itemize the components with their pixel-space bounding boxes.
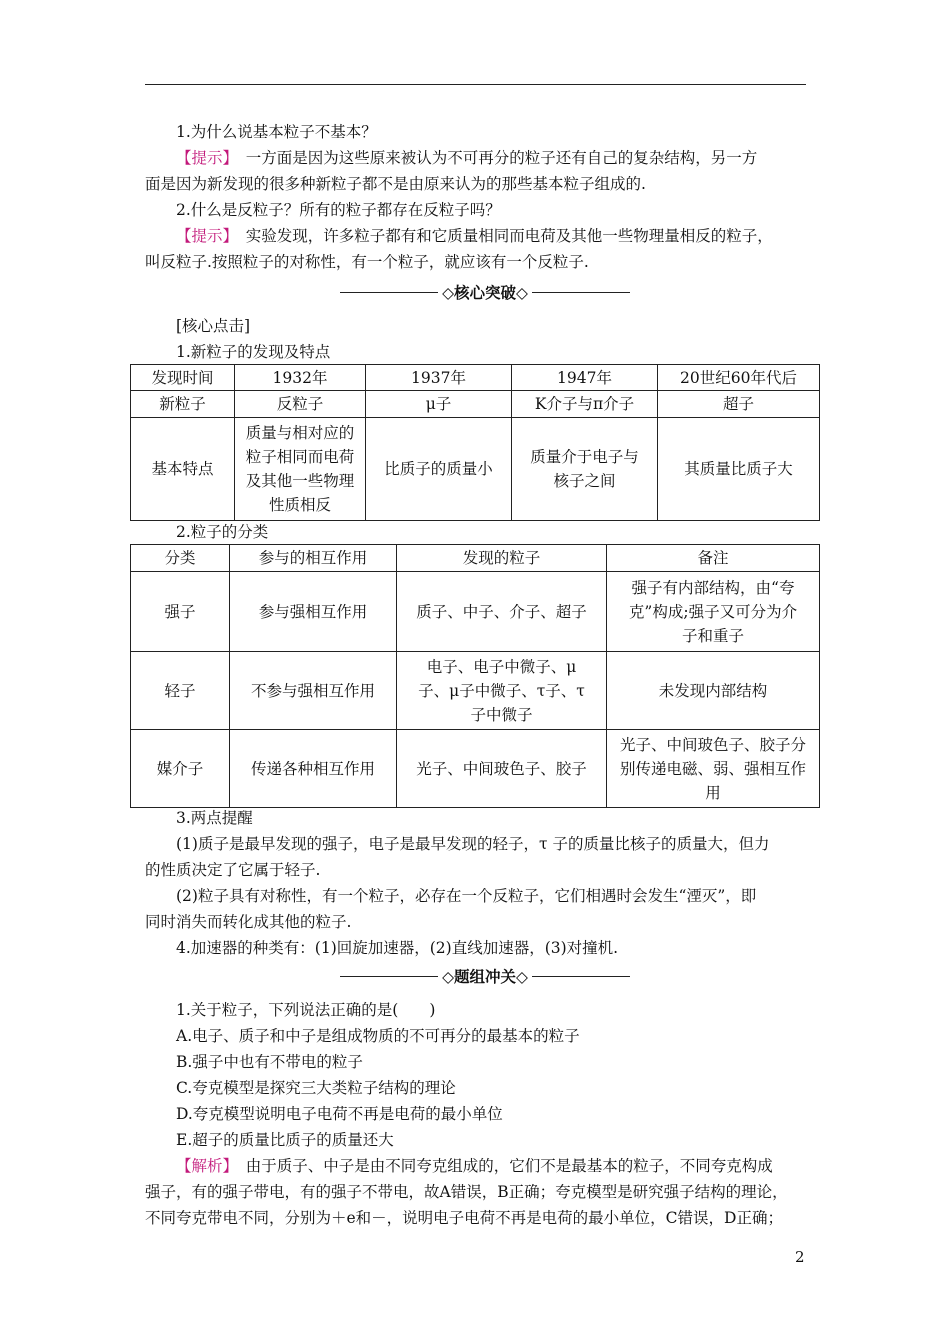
section-heading-exercises: ◇题组冲关◇ bbox=[340, 964, 630, 988]
table-row: 轻子 不参与强相互作用 电子、电子中微子、μ 子、μ子中微子、τ子、τ 子中微子 未发现内部结构 bbox=[131, 652, 820, 730]
reminders-title: 3.两点提醒 bbox=[176, 809, 253, 827]
reminder-1-line-2: 的性质决定了它属于轻子. bbox=[145, 861, 321, 879]
reminder-2-line-2: 同时消失而转化成其他的粒子. bbox=[145, 913, 352, 931]
answer-2-line-1: 【提示】 实验发现，许多粒子都有和它质量相同而电荷及其他一些物理量相反的粒子， bbox=[176, 227, 773, 245]
table-2-title: 2.粒子的分类 bbox=[176, 523, 269, 541]
option-b: B.强子中也有不带电的粒子 bbox=[176, 1053, 363, 1071]
accelerator-types: 4.加速器的种类有：(1)回旋加速器，(2)直线加速器，(3)对撞机. bbox=[176, 939, 619, 957]
analysis-label: 【解析】 bbox=[176, 1157, 231, 1175]
table-1-title: 1.新粒子的发现及特点 bbox=[176, 343, 331, 361]
table-row: 发现时间 1932年 1937年 1947年 20世纪60年代后 bbox=[131, 365, 820, 391]
table-row: 分类 参与的相互作用 发现的粒子 备注 bbox=[131, 545, 820, 572]
option-e: E.超子的质量比质子的质量还大 bbox=[176, 1131, 394, 1149]
reminder-1-line-1: (1)质子是最早发现的强子，电子是最早发现的轻子，τ 子的质量比核子的质量大，但力 bbox=[176, 835, 770, 853]
core-label: [核心点击] bbox=[176, 317, 251, 335]
section-heading-core: ◇核心突破◇ bbox=[340, 280, 630, 304]
particle-classification-table bbox=[130, 544, 820, 808]
table-row: 媒介子 传递各种相互作用 光子、中间玻色子、胶子 光子、中间玻色子、胶子分 别传递电磁、弱、强相互作 用 bbox=[131, 730, 820, 808]
option-c: C.夸克模型是探究三大类粒子结构的理论 bbox=[176, 1079, 456, 1097]
table-row: 强子 参与强相互作用 质子、中子、介子、超子 强子有内部结构，由“夸 克”构成;强子又可分为介 子和重子 bbox=[131, 572, 820, 652]
analysis-line-2: 强子，有的强子带电，有的强子不带电，故A错误，B正确；夸克模型是研究强子结构的理论， bbox=[145, 1183, 788, 1201]
analysis-line-3: 不同夸克带电不同，分别为＋e和－，说明电子电荷不再是电荷的最小单位，C错误，D正确； bbox=[145, 1209, 783, 1227]
answer-1-line-2: 面是因为新发现的很多种新粒子都不是由原来认为的那些基本粒子组成的. bbox=[145, 175, 646, 193]
exercise-question: 1.关于粒子，下列说法正确的是( ) bbox=[176, 1001, 436, 1019]
option-d: D.夸克模型说明电子电荷不再是电荷的最小单位 bbox=[176, 1105, 503, 1123]
table-row: 基本特点 质量与相对应的 粒子相同而电荷 及其他一些物理 性质相反 比质子的质量小 质量介于电子与 核子之间 其质量比质子大 bbox=[131, 418, 820, 521]
question-1: 1.为什么说基本粒子不基本？ bbox=[176, 123, 377, 141]
new-particles-table bbox=[130, 364, 820, 521]
hint-label: 【提示】 bbox=[176, 149, 231, 167]
option-a: A.电子、质子和中子是组成物质的不可再分的最基本的粒子 bbox=[176, 1027, 580, 1045]
question-2: 2.什么是反粒子？所有的粒子都存在反粒子吗？ bbox=[176, 201, 501, 219]
hint-label: 【提示】 bbox=[176, 227, 231, 245]
answer-1-line-1: 【提示】 一方面是因为这些原来被认为不可再分的粒子还有自己的复杂结构，另一方 bbox=[176, 149, 758, 167]
answer-2-line-2: 叫反粒子.按照粒子的对称性，有一个粒子，就应该有一个反粒子. bbox=[145, 253, 589, 271]
analysis-line-1: 【解析】 由于质子、中子是由不同夸克组成的，它们不是最基本的粒子，不同夸克构成 bbox=[176, 1157, 773, 1175]
reminder-2-line-1: (2)粒子具有对称性，有一个粒子，必存在一个反粒子，它们相遇时会发生“湮灭”，即 bbox=[176, 887, 757, 905]
table-row: 新粒子 反粒子 μ子 K介子与π介子 超子 bbox=[131, 391, 820, 418]
header-rule bbox=[145, 84, 806, 85]
page-number: 2 bbox=[795, 1248, 805, 1266]
